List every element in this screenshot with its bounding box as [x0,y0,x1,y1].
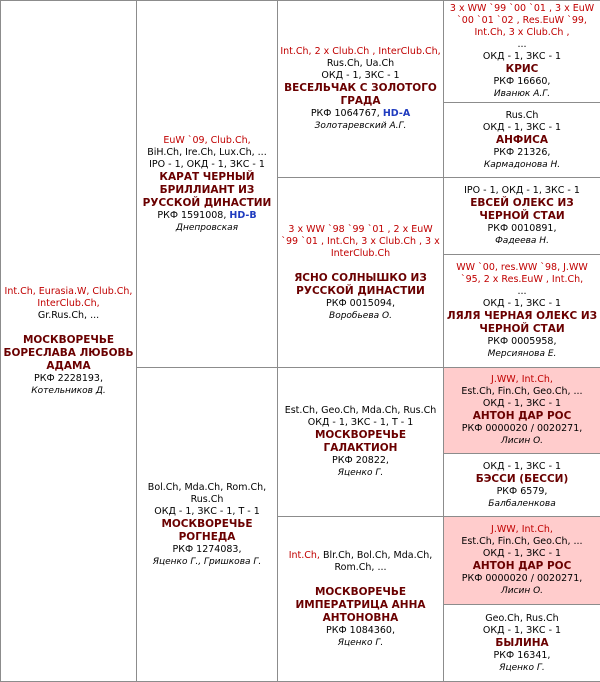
owner: Лисин О. [446,585,598,597]
owner: Воробьева О. [280,310,441,322]
pedigree-cell-sddd [444,605,600,682]
dog-name[interactable]: МОСКВОРЕЧЬЕ ГАЛАКТИОН [280,429,441,455]
owner: Котельников Д. [3,385,134,397]
registration: РКФ 0000020 / 0020271, [446,573,598,585]
pedigree-cell-ssd [278,178,444,368]
pedigree-cell-sdd [278,517,444,682]
registration: РКФ 0015094, [280,298,441,310]
tests: ОКД - 1, ЗКС - 1 [280,70,441,82]
titles: Bol.Ch, Mda.Ch, Rom.Ch, Rus.Ch [139,482,275,506]
pedigree-cell-sdss [444,368,600,454]
tests: ОКД - 1, ЗКС - 1, Т - 1 [280,417,441,429]
pedigree-cell-sdds [444,517,600,605]
titles: Est.Ch, Geo.Ch, Mda.Ch, Rus.Ch [280,405,441,417]
owner: Иванюк А.Г. [446,88,598,100]
pedigree-cell-sdsd [444,454,600,517]
registration: РКФ 1274083, [139,544,275,556]
registration: РКФ 1084360, [280,625,441,637]
dog-name[interactable]: МОСКВОРЕЧЬЕ ИМПЕРАТРИЦА АННА АНТОНОВНА [280,586,441,625]
tests: IPO - 1, ОКД - 1, ЗКС - 1 [139,159,275,171]
dog-name[interactable]: АНФИСА [446,134,598,147]
titles-red: Int.Ch, 2 x Club.Ch , InterClub.Ch, [280,46,441,58]
registration: РКФ 16341, [446,650,598,662]
dog-name[interactable]: БЫЛИНА [446,637,598,650]
tests: ОКД - 1, ЗКС - 1 [446,51,598,63]
owner: Балбаленкова [446,498,598,510]
titles: ... [446,286,598,298]
owner: Золотаревский А.Г. [280,120,441,132]
tests: ОКД - 1, ЗКС - 1 [446,548,598,560]
dog-name[interactable]: ЛЯЛЯ ЧЕРНАЯ ОЛЕКС ИЗ ЧЕРНОЙ СТАИ [446,310,598,336]
titles-red: 3 x WW `98 `99 `01 , 2 x EuW `99 `01 , Int.Ch, 3 x Club.Ch , 3 x InterClub.Ch [280,224,441,260]
registration: РКФ 1591008, [157,210,226,221]
pedigree-cell-sire [1,1,137,682]
owner: Яценко Г. [280,467,441,479]
titles-red: 3 x WW `99 `00 `01 , 3 x EuW `00 `01 `02 , Res.EuW `99, Int.Ch, 3 x Club.Ch , [446,3,598,39]
dog-name[interactable]: ЕВСЕЙ ОЛЕКС ИЗ ЧЕРНОЙ СТАИ [446,197,598,223]
owner: Фадеева Н. [446,235,598,247]
titles: Est.Ch, Fin.Ch, Geo.Ch, ... [446,536,598,548]
titles: Est.Ch, Fin.Ch, Geo.Ch, ... [446,386,598,398]
titles-red: J.WW, Int.Ch, [446,524,598,536]
registration: РКФ 0005958, [446,336,598,348]
owner: Мерсиянова Е. [446,348,598,360]
owner: Яценко Г. [446,662,598,674]
hd-grade: HD-B [229,210,256,221]
tests: ОКД - 1, ЗКС - 1 [446,461,598,473]
titles: Blr.Ch, Bol.Ch, Mda.Ch, Rom.Ch, ... [323,550,432,573]
owner: Днепровская [139,222,275,234]
registration: РКФ 0000020 / 0020271, [446,423,598,435]
dog-name[interactable]: КРИС [446,63,598,76]
dog-name[interactable]: ВЕСЕЛЬЧАК С ЗОЛОТОГО ГРАДА [280,82,441,108]
titles: Gr.Rus.Ch, ... [3,310,134,322]
dog-name[interactable]: КАРАТ ЧЕРНЫЙ БРИЛЛИАНТ ИЗ РУССКОЙ ДИНАСТИИ [139,171,275,210]
registration: РКФ 2228193, [3,373,134,385]
tests: IPO - 1, ОКД - 1, ЗКС - 1 [446,185,598,197]
titles: BiH.Ch, Ire.Ch, Lux.Ch, ... [139,147,275,159]
tests: ОКД - 1, ЗКС - 1 [446,122,598,134]
titles-red: EuW `09, Club.Ch, [139,135,275,147]
titles: Rus.Ch [446,110,598,122]
tests: ОКД - 1, ЗКС - 1, Т - 1 [139,506,275,518]
pedigree-cell-ssds [444,178,600,255]
tests: ОКД - 1, ЗКС - 1 [446,298,598,310]
dog-name[interactable]: БЭССИ (БЕССИ) [446,473,598,486]
titles-red: Int.Ch, [289,550,320,561]
pedigree-cell-sssd [444,103,600,178]
owner: Лисин О. [446,435,598,447]
registration: РКФ 20822, [280,455,441,467]
tests: ОКД - 1, ЗКС - 1 [446,398,598,410]
pedigree-cell-sds [278,368,444,517]
dog-name[interactable]: ЯСНО СОЛНЫШКО ИЗ РУССКОЙ ДИНАСТИИ [280,272,441,298]
registration: РКФ 6579, [446,486,598,498]
hd-grade: HD-A [383,108,410,119]
owner: Кармадонова Н. [446,159,598,171]
pedigree-cell-sd [137,368,278,682]
registration: РКФ 0010891, [446,223,598,235]
titles-red: J.WW, Int.Ch, [446,374,598,386]
pedigree-cell-ssss [444,1,600,103]
dog-name[interactable]: МОСКВОРЕЧЬЕ РОГНЕДА [139,518,275,544]
registration: РКФ 21326, [446,147,598,159]
tests: ОКД - 1, ЗКС - 1 [446,625,598,637]
titles: Geo.Ch, Rus.Ch [446,613,598,625]
titles: ... [446,39,598,51]
dog-name[interactable]: МОСКВОРЕЧЬЕ БОРЕСЛАВА ЛЮБОВЬ АДАМА [3,334,134,373]
dog-name[interactable]: АНТОН ДАР РОС [446,410,598,423]
owner: Яценко Г., Гришкова Г. [139,556,275,568]
registration: РКФ 1064767, [311,108,380,119]
titles-red: WW `00, res.WW `98, J.WW `95, 2 x Res.EuW , Int.Ch, [446,262,598,286]
pedigree-cell-ss [137,1,278,368]
pedigree-cell-sss [278,1,444,178]
owner: Яценко Г. [280,637,441,649]
titles: Rus.Ch, Ua.Ch [280,58,441,70]
dog-name[interactable]: АНТОН ДАР РОС [446,560,598,573]
titles-red: Int.Ch, Eurasia.W, Club.Ch, InterClub.Ch, [3,286,134,310]
registration: РКФ 16660, [446,76,598,88]
pedigree-cell-ssdd [444,255,600,368]
